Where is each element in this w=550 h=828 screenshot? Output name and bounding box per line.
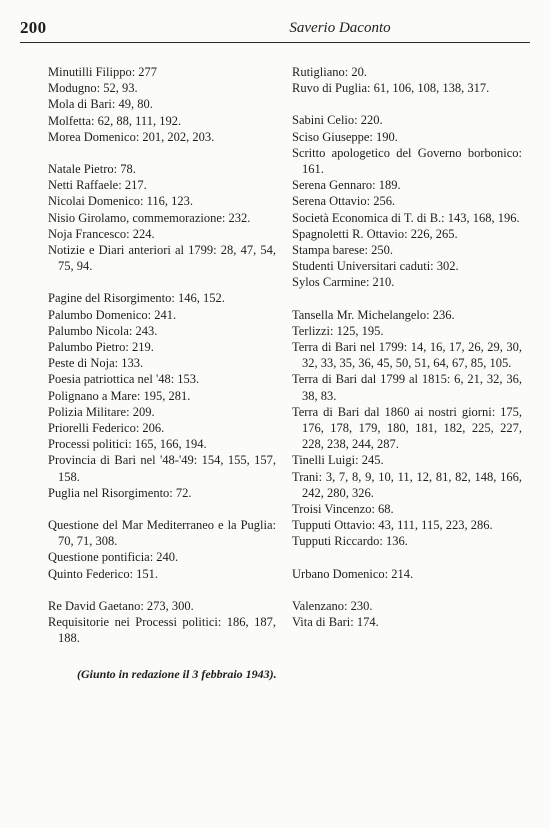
index-entry: Rutigliano: 20. (292, 65, 367, 79)
index-entry: Nicolai Domenico: 116, 123. (48, 194, 193, 209)
index-entry: Palumbo Domenico: 241. (48, 307, 177, 322)
index-entry: Mola di Bari: 49, 80. (48, 97, 153, 112)
index-entry: Priorelli Federico: 206. (48, 421, 165, 436)
index-entry: Terra di Bari dal 1799 al 1815: 6, 21, 32, 36, 38, 83. (292, 372, 522, 403)
index-entry: Poesia patriottica nel '48: 153. (48, 372, 200, 387)
index-group (48, 161, 276, 274)
index-entry: Terra di Bari nel 1799: 14, 16, 17, 26, 29, 30, 32, 33, 35, 36, 45, 50, 51, 64, 67, 85, 105. (292, 340, 522, 371)
index-entry: Serena Gennaro: 189. (292, 178, 401, 193)
index-entry: Questione pontificia: 240. (48, 550, 179, 565)
index-right-column (292, 64, 522, 646)
index-entry: Polignano a Mare: 195, 281. (48, 388, 191, 403)
index-entry: Nisio Girolamo, commemorazione: 232. (48, 210, 251, 225)
page-header (20, 18, 530, 44)
index-entry: Minutilli Filippo: 277 (48, 65, 158, 79)
index-entry: Modugno: 52, 93. (48, 81, 138, 96)
index-group (292, 112, 522, 290)
index-entry: Scritto apologetico del Governo borbonico: 161. (292, 145, 522, 177)
index-entry: Netti Raffaele: 217. (48, 178, 147, 193)
index-entry: Terlizzi: 125, 195. (292, 323, 384, 338)
index-entry: Puglia nel Risorgimento: 72. (48, 485, 192, 500)
index-entry: Quinto Federico: 151. (48, 566, 159, 581)
index-entry: Provincia di Bari nel '48-'49: 154, 155, 157, 158. (48, 453, 276, 484)
index-entry: Notizie e Diari anteriori al 1799: 28, 47, 54, 75, 94. (48, 243, 276, 274)
index-entry: Studenti Universitari caduti: 302. (292, 259, 459, 274)
index-group (48, 64, 276, 145)
index-entry: Questione del Mar Mediterraneo e la Puglia: 70, 71, 308. (48, 518, 276, 549)
index-entry: Sciso Giuseppe: 190. (292, 129, 398, 144)
index-entry: Urbano Domenico: 214. (292, 566, 414, 581)
index-entry: Morea Domenico: 201, 202, 203. (48, 129, 215, 144)
index-entry: Serena Ottavio: 256. (292, 194, 396, 209)
index-entry: Molfetta: 62, 88, 111, 192. (48, 113, 182, 128)
index-entry: Natale Pietro: 78. (48, 162, 136, 177)
index-entry: Palumbo Pietro: 219. (48, 340, 154, 355)
page-number: 200 (20, 18, 47, 37)
index-group (292, 566, 522, 582)
index-entry: Tinelli Luigi: 245. (292, 453, 384, 468)
running-title: Saverio Daconto (289, 20, 391, 36)
index-entry: Noja Francesco: 224. (48, 226, 155, 241)
index-entry: Processi politici: 165, 166, 194. (48, 437, 207, 452)
index-entry: Pagine del Risorgimento: 146, 152. (48, 291, 225, 306)
index-entry: Requisitorie nei Processi politici: 186, 187, 188. (48, 615, 276, 646)
index-entry: Terra di Bari dal 1860 ai nostri giorni: 175, 176, 178, 179, 180, 181, 182, 225, 227, 228, 238, 244, 287. (292, 404, 522, 452)
index-entry: Tupputi Ottavio: 43, 111, 115, 223, 286. (292, 518, 493, 533)
index-entry: Stampa barese: 250. (292, 243, 394, 258)
index-entry: Troisi Vincenzo: 68. (292, 502, 394, 517)
index-entry: Trani: 3, 7, 8, 9, 10, 11, 12, 81, 82, 148, 166, 242, 280, 326. (292, 469, 522, 500)
header-rule (20, 42, 530, 43)
index-group (48, 290, 276, 501)
index-entry: Spagnoletti R. Ottavio: 226, 265. (292, 226, 458, 241)
index-entry: Società Economica di T. di B.: 143, 168, 196. (292, 210, 520, 225)
index-group (48, 517, 276, 582)
index-group (292, 307, 522, 550)
index-entry: Re David Gaetano: 273, 300. (48, 598, 194, 613)
index-entry: Sabini Celio: 220. (292, 113, 383, 128)
index-group (48, 598, 276, 647)
index-entry: Ruvo di Puglia: 61, 106, 108, 138, 317. (292, 81, 490, 96)
index-group (292, 598, 522, 630)
index-entry: Palumbo Nicola: 243. (48, 323, 158, 338)
index-group (292, 64, 522, 96)
index-entry: Valenzano: 230. (292, 598, 373, 613)
index-entry: Vita di Bari: 174. (292, 615, 379, 630)
index-entry: Peste di Noja: 133. (48, 356, 144, 371)
index-entry: Sylos Carmine: 210. (292, 275, 395, 290)
index-entry: Polizia Militare: 209. (48, 404, 155, 419)
footnote: (Giunto in redazione il 3 febbraio 1943). (77, 667, 277, 681)
index-entry: Tansella Mr. Michelangelo: 236. (292, 307, 455, 322)
index-entry: Tupputi Riccardo: 136. (292, 534, 408, 549)
index-left-column (48, 64, 276, 663)
